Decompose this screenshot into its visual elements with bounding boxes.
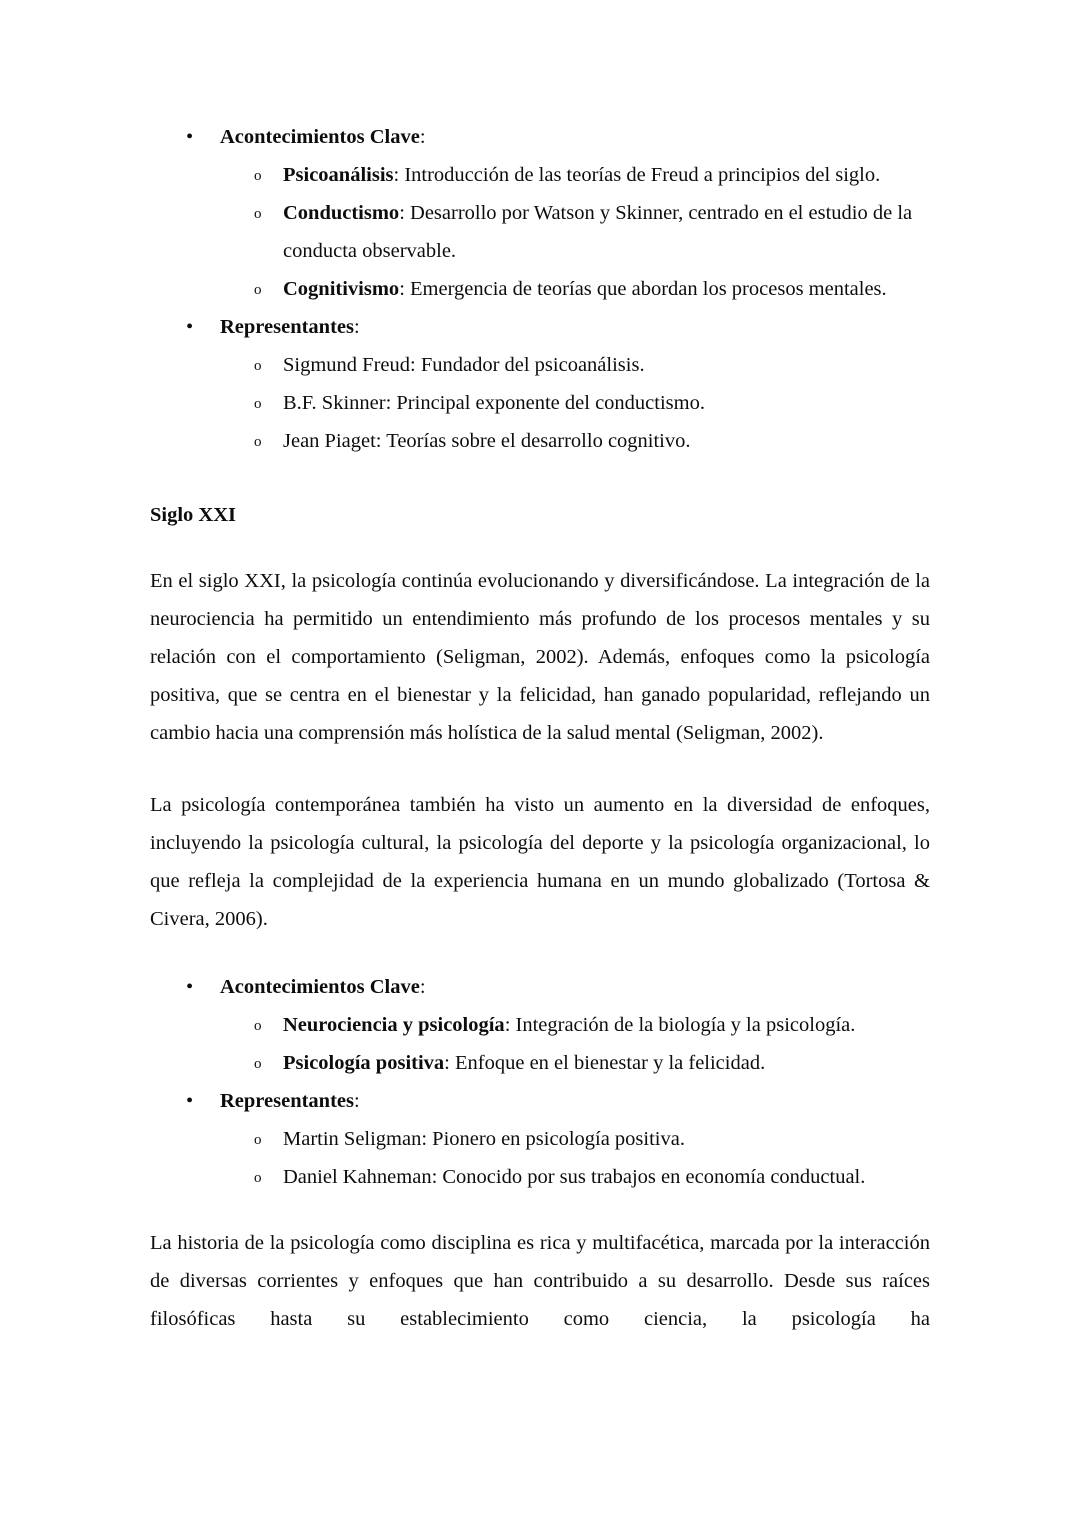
circle-bullet-icon: o	[254, 1018, 262, 1034]
bullet-icon: •	[186, 126, 194, 148]
circle-bullet-icon: o	[254, 206, 262, 222]
list-item-jean-piaget	[150, 422, 930, 460]
list-item-text: : Enfoque en el bienestar y la felicidad.	[444, 1052, 766, 1074]
list-item-cognitivismo	[150, 270, 930, 308]
list-item-suffix: :	[419, 126, 426, 148]
paragraph-psicologia-contemporanea: La psicología contemporánea también ha visto un aumento en la diversidad de enfoques, incluyendo la psicología cultural, la psicología del deporte y la psicología organizacional, lo que refleja la complejidad de la experiencia humana en un mundo globalizado (Tortosa & Civera, 2006).	[150, 794, 930, 930]
list-item-text: : Introducción de las teorías de Freud a principios del siglo.	[393, 164, 881, 186]
circle-bullet-icon: o	[254, 1170, 262, 1186]
list-item-text: B.F. Skinner: Principal exponente del conductismo.	[283, 392, 705, 414]
list-item-label: Representantes	[220, 316, 354, 338]
circle-bullet-icon: o	[254, 168, 262, 184]
paragraph-siglo-xxi-intro: En el siglo XXI, la psicología continúa evolucionando y diversificándose. La integración de la neurociencia ha permitido un entendimiento más profundo de los procesos mentales y su relación con el comportamiento (Seligman, 2002). Además, enfoques como la psicología positiva, que se centra en el bienestar y la felicidad, han ganado popularidad, reflejando un cambio hacia una comprensión más holística de la salud mental (Seligman, 2002).	[150, 570, 930, 744]
bullet-icon: •	[186, 976, 194, 998]
bullet-icon: •	[186, 316, 194, 338]
list-block-siglo-xxi	[150, 968, 930, 1196]
list-item-acontecimientos-clave	[150, 118, 930, 156]
list-item-label: Acontecimientos Clave	[220, 126, 420, 148]
list-item-text: : Integración de la biología y la psicología.	[504, 1014, 856, 1036]
list-item-label: Representantes	[220, 1090, 354, 1112]
list-item-label: Conductismo	[283, 202, 400, 224]
paragraph-conclusion: La historia de la psicología como disciplina es rica y multifacética, marcada por la interacción de diversas corrientes y enfoques que han contribuido a su desarrollo. Desde sus raíces filosóficas hasta su establecimiento como ciencia, la psicología ha	[150, 1232, 930, 1330]
section-heading-siglo-xxi: Siglo XXI	[150, 504, 237, 526]
circle-bullet-icon: o	[254, 1132, 262, 1148]
list-item-suffix: :	[354, 1090, 360, 1112]
list-block-siglo-xx	[150, 118, 930, 460]
list-item-text: Sigmund Freud: Fundador del psicoanálisis.	[283, 354, 645, 376]
list-item-label: Cognitivismo	[283, 278, 400, 300]
list-item-neurociencia-y-psicologia	[150, 1006, 930, 1044]
circle-bullet-icon: o	[254, 434, 262, 450]
list-item-label: Psicología positiva	[283, 1052, 445, 1074]
document-content	[150, 118, 930, 1376]
list-item-text: Jean Piaget: Teorías sobre el desarrollo cognitivo.	[283, 430, 691, 452]
list-item-label: Neurociencia y psicología	[283, 1014, 505, 1036]
list-item-label: Acontecimientos Clave	[220, 976, 420, 998]
list-item-psicoanalisis	[150, 156, 930, 194]
list-item-daniel-kahneman	[150, 1158, 930, 1196]
circle-bullet-icon: o	[254, 1056, 262, 1072]
list-item-psicologia-positiva	[150, 1044, 930, 1082]
list-item-representantes	[150, 308, 930, 346]
list-item-bf-skinner	[150, 384, 930, 422]
bullet-icon: •	[186, 1090, 194, 1112]
list-item-martin-seligman	[150, 1120, 930, 1158]
list-item-representantes	[150, 1082, 930, 1120]
list-item-sigmund-freud	[150, 346, 930, 384]
list-item-suffix: :	[354, 316, 360, 338]
list-item-text: Daniel Kahneman: Conocido por sus trabajos en economía conductual.	[283, 1166, 866, 1188]
list-item-text: Martin Seligman: Pionero en psicología positiva.	[283, 1128, 685, 1150]
list-item-text: : Desarrollo por Watson y Skinner, centrado en el estudio de la conducta observable.	[283, 202, 913, 262]
circle-bullet-icon: o	[254, 396, 262, 412]
circle-bullet-icon: o	[254, 358, 262, 374]
list-item-suffix: :	[419, 976, 426, 998]
list-item-conductismo	[150, 194, 930, 270]
list-item-label: Psicoanálisis	[283, 164, 394, 186]
circle-bullet-icon: o	[254, 282, 262, 298]
list-item-acontecimientos-clave	[150, 968, 930, 1006]
list-item-text: : Emergencia de teorías que abordan los procesos mentales.	[399, 278, 887, 300]
